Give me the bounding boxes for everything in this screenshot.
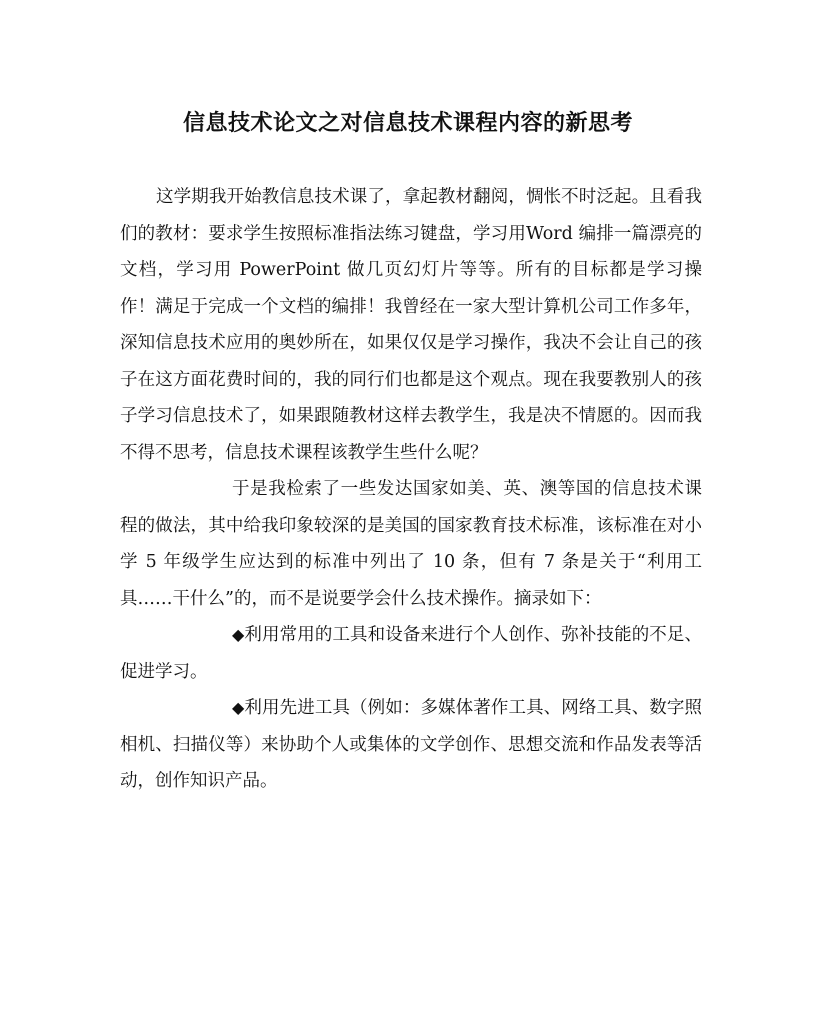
bullet-item [120,690,702,800]
diamond-bullet-icon: ◆ [232,698,245,717]
document-title: 信息技术论文之对信息技术课程内容的新思考 [182,110,633,136]
paragraph-research: 于是我检索了一些发达国家如美、英、澳等国的信息技术课程的做法，其中给我印象较深的是美国的国家教育技术标准，该标准在对小学 5 年级学生应达到的标准中列出了 10 条，但有 7 条是关于“利用工具……干什么”的，而不是说要学会什么技术操作。摘录如下： [120,479,702,609]
bullet-text: 利用常用的工具和设备来进行个人创作、弥补技能的不足、促进学习。 [120,625,703,682]
bullet-item [120,617,702,690]
document-body [120,179,702,800]
bullet-text: 利用先进工具（例如：多媒体著作工具、网络工具、数字照相机、扫描仪等）来协助个人或集体的文学创作、思想交流和作品发表等活动，创作知识产品。 [120,698,703,791]
diamond-bullet-icon: ◆ [232,625,245,644]
paragraph-intro: 这学期我开始教信息技术课了，拿起教材翻阅，惆怅不时泛起。且看我们的教材：要求学生按照标准指法练习键盘，学习用Word 编排一篇漂亮的文档，学习用 PowerPoint 做几页幻灯片等等。所有的目标都是学习操作！满足于完成一个文档的编排！我曾经在一家大型计算机公司工作多年，深知信息技术应用的奥妙所在，如果仅仅是学习操作，我决不会让自己的孩子在这方面花费时间的，我的同行们也都是这个观点。现在我要教别人的孩子学习信息技术了，如果跟随教材这样去教学生，我是决不情愿的。因而我不得不思考，信息技术课程该教学生些什么呢？ [120,187,702,463]
